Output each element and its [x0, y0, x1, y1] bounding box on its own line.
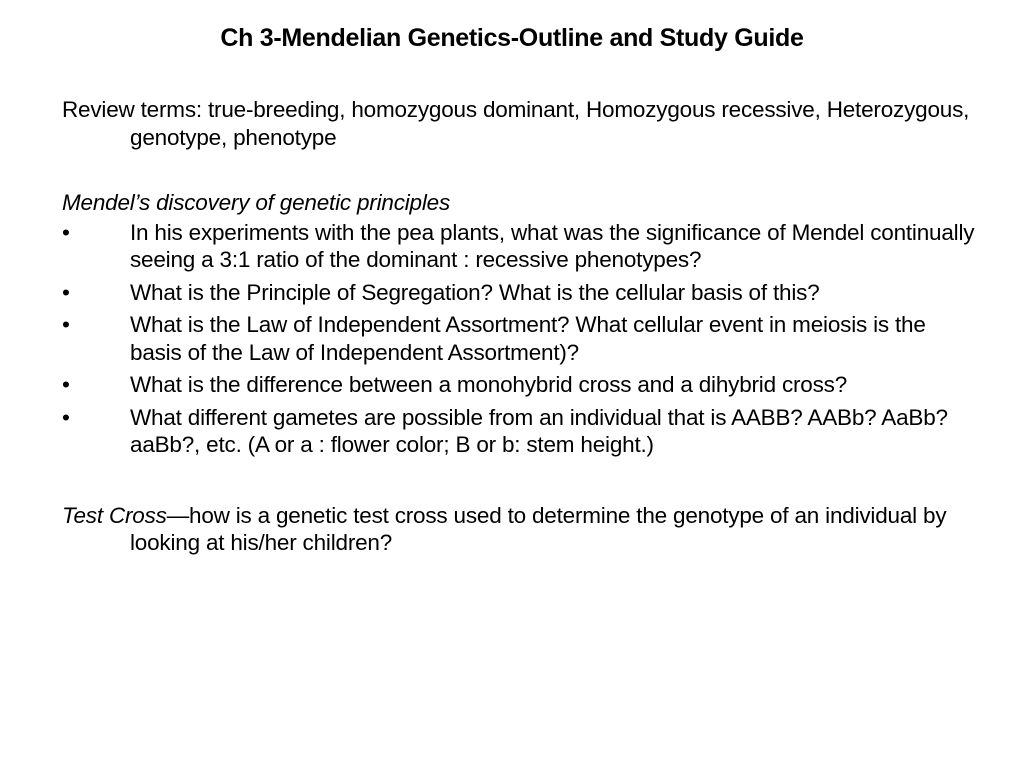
bullet-icon: •: [62, 219, 70, 245]
bullet-icon: •: [62, 312, 70, 337]
test-cross-paragraph: [62, 502, 982, 557]
slide-title: Ch 3-Mendelian Genetics-Outline and Study Guide: [220, 24, 804, 52]
bullet-item: [62, 404, 982, 459]
bullet-text: What is the Principle of Segregation? What is the cellular basis of this?: [130, 279, 820, 305]
bullet-item: [62, 311, 982, 366]
slide-body: [62, 96, 982, 557]
bullet-item: [62, 371, 982, 399]
test-cross-text: —how is a genetic test cross used to determine the genotype of an individual by looking at his/her children?: [130, 502, 947, 555]
bullet-icon: •: [62, 372, 70, 397]
bullet-text: In his experiments with the pea plants, what was the significance of Mendel continually seeing a 3:1 ratio of the dominant : recessive phenotypes?: [130, 219, 975, 272]
bullet-item: [62, 219, 982, 274]
bullet-icon: •: [62, 404, 70, 430]
bullet-text: What is the Law of Independent Assortment? What cellular event in meiosis is the basis of the Law of Independent Assortment)?: [130, 312, 926, 365]
bullet-list: [62, 219, 982, 459]
section-heading: Mendel’s discovery of genetic principles: [62, 190, 451, 215]
bullet-item: [62, 279, 982, 307]
bullet-text: What different gametes are possible from an individual that is AABB? AABb? AaBb? aaBb?, etc. (A or a : flower color; B or b: stem height.): [130, 404, 948, 457]
review-terms: Review terms: true-breeding, homozygous dominant, Homozygous recessive, Heterozygous, genotype, phenotype: [62, 97, 970, 150]
spacer: [62, 151, 982, 189]
spacer: [62, 464, 982, 502]
test-cross-term: Test Cross: [62, 502, 167, 528]
bullet-text: What is the difference between a monohybrid cross and a dihybrid cross?: [130, 372, 848, 397]
bullet-icon: •: [62, 279, 70, 305]
